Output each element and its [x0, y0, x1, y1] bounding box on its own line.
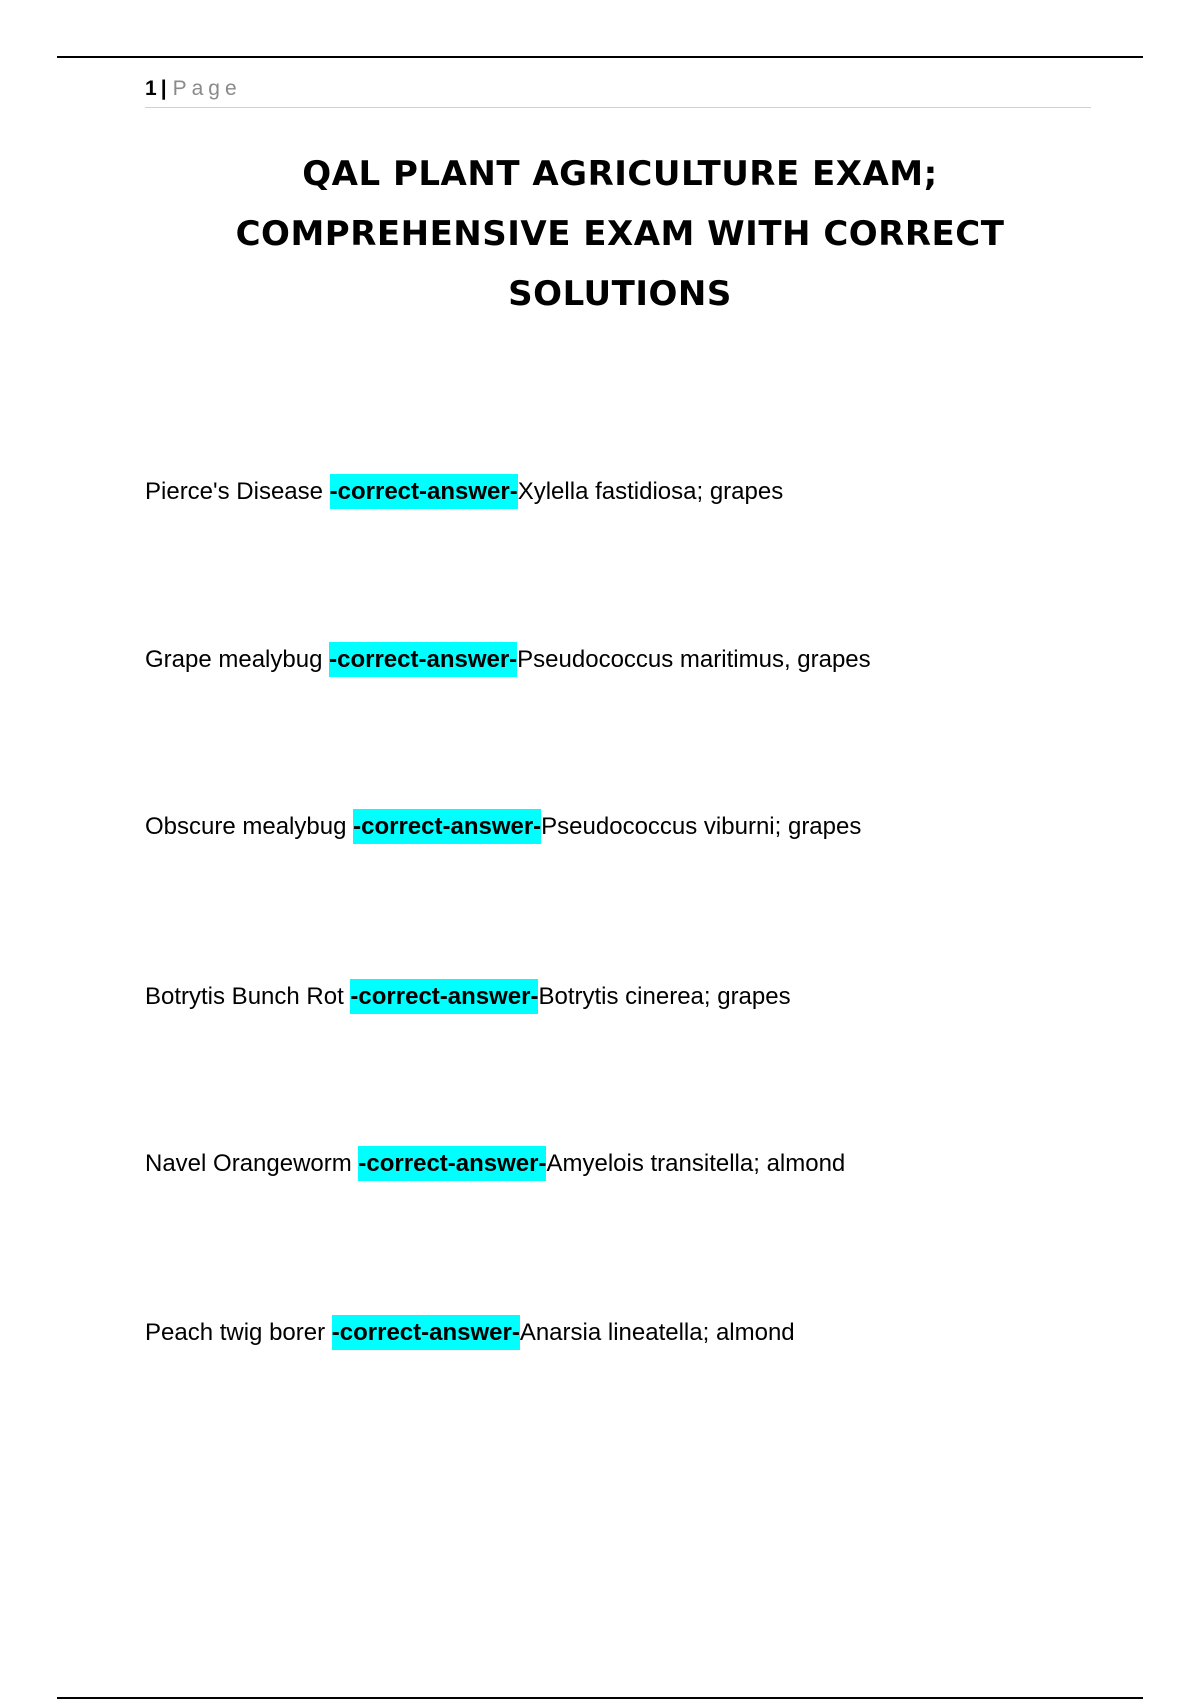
correct-answer-marker: -correct-answer-	[332, 1315, 520, 1350]
qa-question: Navel Orangeworm	[145, 1150, 352, 1177]
qa-answer: Pseudococcus viburni; grapes	[541, 813, 862, 840]
qa-answer: Anarsia lineatella; almond	[519, 1319, 795, 1346]
bottom-rule	[57, 1697, 1143, 1699]
correct-answer-marker: -correct-answer-	[358, 1146, 546, 1181]
qa-item-6	[145, 1313, 1145, 1353]
qa-item-2	[145, 640, 1145, 680]
qa-item-3	[145, 807, 1145, 847]
qa-answer: Xylella fastidiosa; grapes	[517, 478, 784, 505]
page-label: Page	[172, 77, 242, 100]
qa-answer: Amyelois transitella; almond	[546, 1150, 846, 1177]
qa-answer: Botrytis cinerea; grapes	[538, 983, 791, 1010]
page-number: 1	[145, 77, 157, 100]
page-header	[145, 75, 1091, 108]
top-rule	[57, 56, 1143, 58]
qa-answer: Pseudococcus maritimus, grapes	[517, 646, 871, 673]
qa-item-4	[145, 977, 1145, 1017]
correct-answer-marker: -correct-answer-	[329, 642, 517, 677]
qa-item-1	[145, 472, 1145, 512]
qa-question: Obscure mealybug	[145, 813, 347, 840]
qa-question: Pierce's Disease	[145, 478, 323, 505]
qa-question: Botrytis Bunch Rot	[145, 983, 344, 1010]
correct-answer-marker: -correct-answer-	[350, 979, 538, 1014]
correct-answer-marker: -correct-answer-	[330, 474, 518, 509]
qa-question: Grape mealybug	[145, 646, 323, 673]
qa-question: Peach twig borer	[145, 1319, 326, 1346]
page-separator: |	[160, 77, 167, 100]
qa-item-5	[145, 1144, 1145, 1184]
document-title: QAL PLANT AGRICULTURE EXAM; COMPREHENSIVE EXAM WITH CORRECT SOLUTIONS	[235, 154, 1005, 314]
correct-answer-marker: -correct-answer-	[353, 809, 541, 844]
